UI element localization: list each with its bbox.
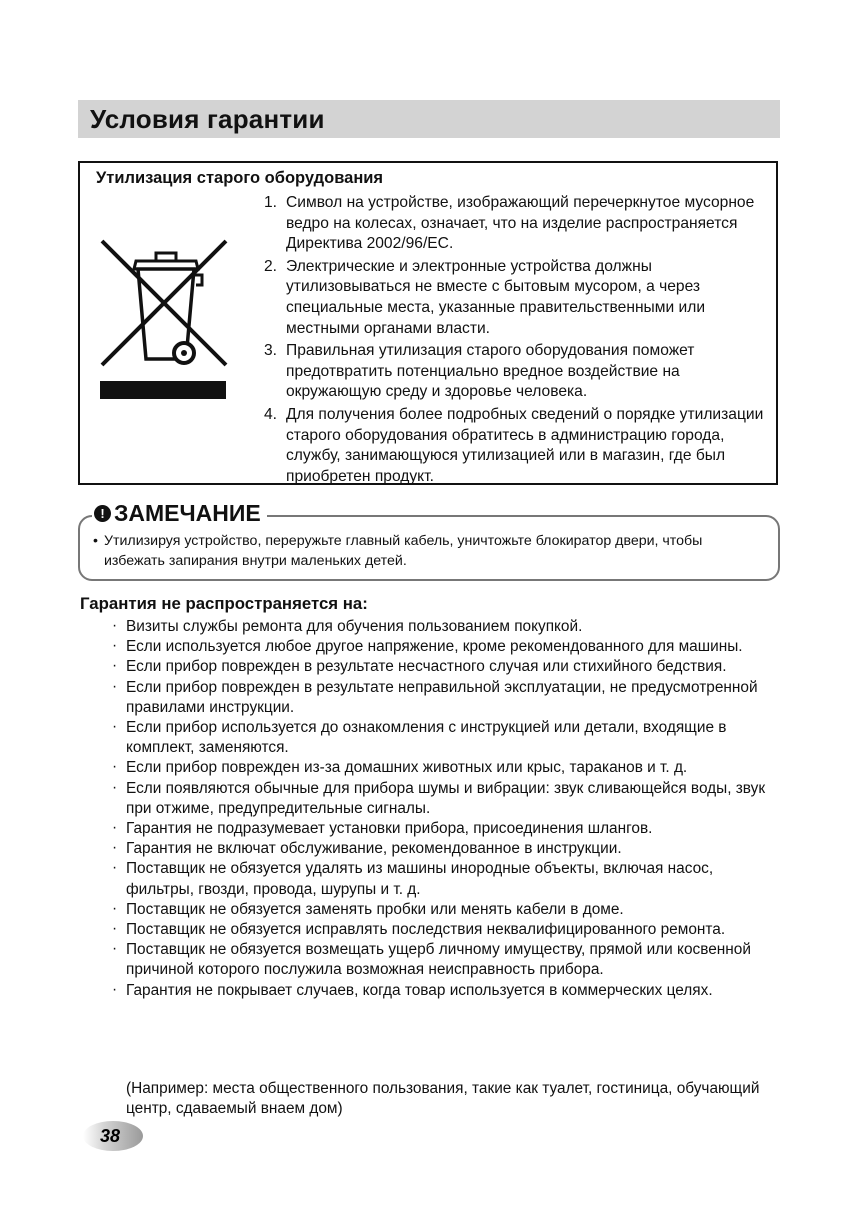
item-text: Гарантия не подразумевает установки прибора, присоединения шлангов. <box>126 820 653 838</box>
item-text: Если прибор поврежден в результате неправильной эксплуатации, не предусмотренной правилами инструкции. <box>126 678 758 716</box>
list-item <box>112 758 777 778</box>
exclamation-icon: ! <box>94 505 111 522</box>
list-item <box>112 637 777 657</box>
bullet: · <box>112 718 118 736</box>
item-number: 4. <box>264 405 278 423</box>
bullet: • <box>93 533 98 549</box>
bullet: · <box>112 657 118 675</box>
list-item <box>112 657 777 677</box>
item-text: Поставщик не обязуется возмещать ущерб личному имуществу, прямой или косвенной причиной которого послужила возможная неисправность прибора. <box>126 941 751 979</box>
page-number-badge <box>83 1121 143 1151</box>
bullet: · <box>112 677 118 695</box>
list-item <box>112 981 777 1001</box>
list-item <box>112 839 777 859</box>
note-heading <box>92 500 267 527</box>
item-text: Для получения более подробных сведений о порядке утилизации старого оборудования обратитесь в администрацию города, службу, занимающуюся утилизацией или в магазин, где был приобретен продукт. <box>286 405 764 485</box>
page-number: 38 <box>100 1126 121 1146</box>
item-number: 3. <box>264 342 278 360</box>
item-text: Правильная утилизация старого оборудования поможет предотвратить потенциально вредное воздействие на окружающую среду и здоровье человека. <box>286 342 695 401</box>
bullet: · <box>112 899 118 917</box>
item-text: Электрические и электронные устройства должны утилизовываться не вместе с бытовым мусором, а через специальные места, указанные правительственными или местными органами власти. <box>286 257 706 337</box>
item-text: Если используется любое другое напряжение, кроме рекомендованного для машины. <box>126 638 743 656</box>
bullet: · <box>112 819 118 837</box>
item-text: Если появляются обычные для прибора шумы и вибрации: звук сливающейся воды, звук при отжиме, предупредительные сигналы. <box>126 779 766 817</box>
list-item <box>264 193 774 255</box>
item-text: Если прибор используется до ознакомления с инструкцией или детали, входящие в комплект, заменяются. <box>126 719 727 757</box>
list-item <box>112 718 777 758</box>
bullet: · <box>112 839 118 857</box>
bullet: · <box>112 859 118 877</box>
list-item <box>112 819 777 839</box>
list-item <box>264 341 774 403</box>
bullet: · <box>112 778 118 796</box>
bullet: · <box>112 617 118 634</box>
list-item <box>264 257 774 339</box>
item-text: Символ на устройстве, изображающий перечеркнутое мусорное ведро на колесах, означает, что на изделие распространяется Директива 2002/96/EC. <box>286 194 755 253</box>
item-text: Гарантия не покрывает случаев, когда товар используется в коммерческих целях. <box>126 981 713 999</box>
bullet: · <box>112 920 118 938</box>
disposal-section <box>78 161 778 485</box>
warranty-heading: Гарантия не распространяется на: <box>80 594 368 613</box>
bullet: · <box>112 940 118 958</box>
item-text: Гарантия не включат обслуживание, рекомендованное в инструкции. <box>126 840 622 858</box>
item-number: 1. <box>264 194 278 211</box>
list-item <box>112 859 777 899</box>
item-text: Если прибор поврежден в результате несчастного случая или стихийного бедствия. <box>126 658 727 676</box>
item-text: Поставщик не обязуется исправлять последствия неквалифицированного ремонта. <box>126 921 726 939</box>
note-text <box>93 531 766 571</box>
list-item <box>112 779 777 819</box>
crossed-out-wheelie-bin-icon <box>98 239 228 403</box>
page-title: Условия гарантии <box>90 104 325 134</box>
list-item <box>264 405 774 487</box>
warranty-list <box>112 617 777 1001</box>
disposal-title: Утилизация старого оборудования <box>96 169 384 187</box>
list-item <box>112 617 777 637</box>
bullet: · <box>112 980 118 998</box>
list-item <box>112 940 777 980</box>
title-bar <box>78 100 780 138</box>
item-text: Поставщик не обязуется заменять пробки или менять кабели в доме. <box>126 900 624 918</box>
list-item <box>112 920 777 940</box>
list-item <box>112 900 777 920</box>
note-title: ЗАМЕЧАНИЕ <box>114 500 261 526</box>
note-body: Утилизируя устройство, перерyжьте главный кабель, уничтожьте блокиратор двери, чтобы избежать запирания внутри маленьких детей. <box>104 533 703 569</box>
warranty-example: (Например: места общественного пользования, такие как туалет, гостиница, обучающий центр, сдаваемый внаем дом) <box>126 1080 760 1118</box>
bullet: · <box>112 758 118 776</box>
item-number: 2. <box>264 257 278 275</box>
bullet: · <box>112 637 118 655</box>
item-text: Если прибор поврежден из-за домашних животных или крыс, тараканов и т. д. <box>126 759 688 777</box>
item-text: Визиты службы ремонта для обучения пользованием покупкой. <box>126 618 583 635</box>
disposal-list <box>264 193 774 489</box>
list-item <box>112 678 777 718</box>
item-text: Поставщик не обязуется удалять из машины инородные объекты, включая насос, фильтры, гвозди, провода, шурупы и т. д. <box>126 860 714 898</box>
